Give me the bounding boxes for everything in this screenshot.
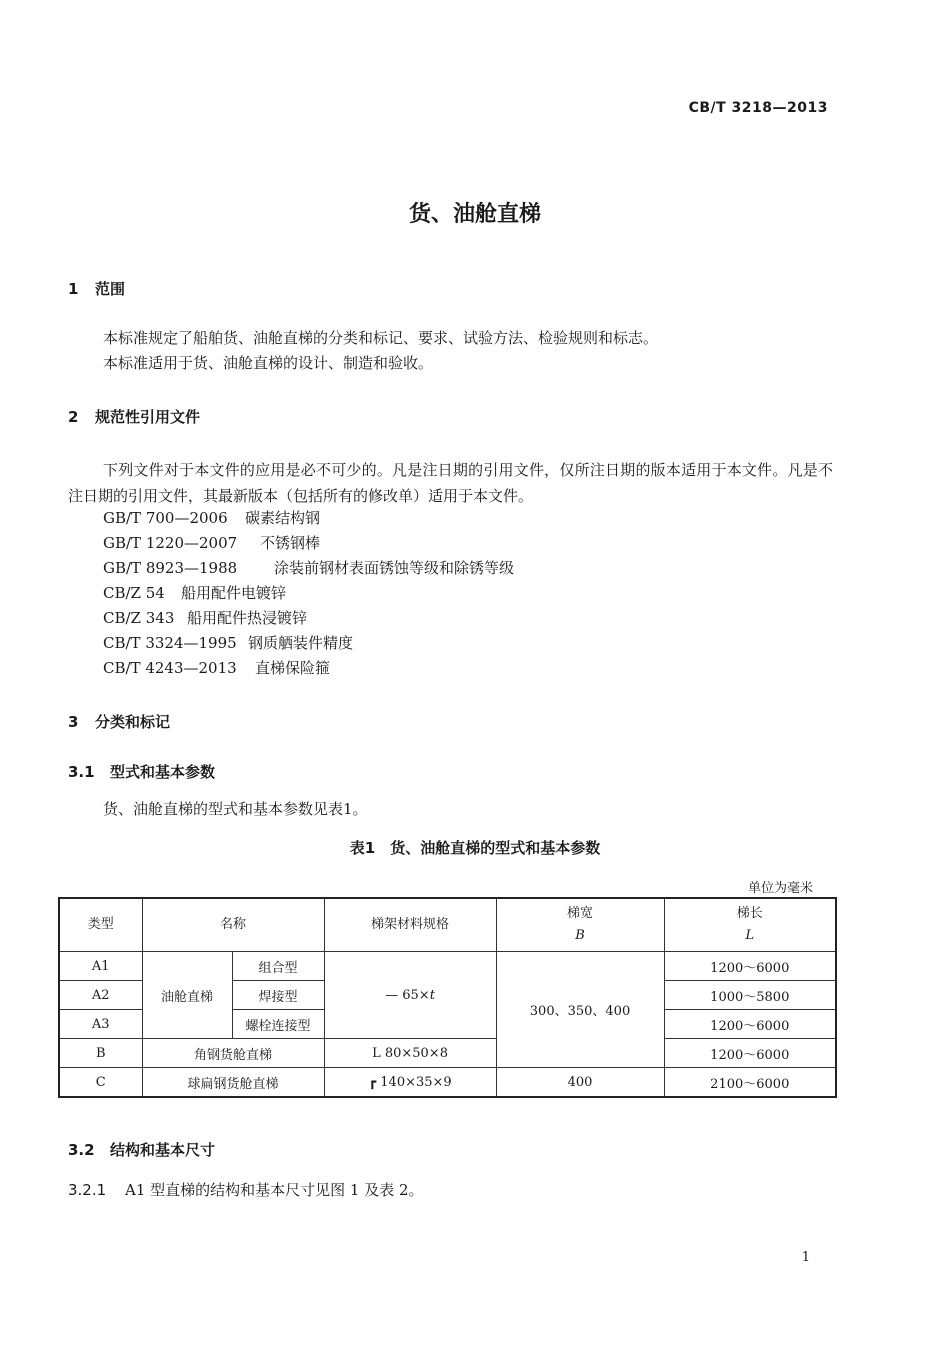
paragraph: 本标准适用于货、油舱直梯的设计、制造和验收。 xyxy=(103,354,434,372)
reference-code: CB/Z 54 xyxy=(103,584,165,602)
reference-item xyxy=(103,507,320,528)
cell-material: L 80×50×8 xyxy=(324,1039,496,1068)
header-length-symbol: L xyxy=(745,928,755,943)
reference-title: 涂装前钢材表面锈蚀等级和除锈等级 xyxy=(274,559,515,577)
cell-material: ┏ 140×35×9 xyxy=(324,1068,496,1098)
cell-material-flat-bar xyxy=(324,952,496,1039)
flat-bar-thickness: t xyxy=(429,987,435,1003)
cell-length: 1200～6000 xyxy=(664,1010,836,1039)
header-width-symbol: B xyxy=(575,928,585,943)
section-number: 3 xyxy=(68,713,79,731)
parameters-table xyxy=(58,897,837,1098)
reference-item xyxy=(103,607,307,628)
reference-item xyxy=(103,582,286,603)
section-2-heading xyxy=(68,406,200,427)
paragraph: 本标准规定了船舶货、油舱直梯的分类和标记、要求、试验方法、检验规则和标志。 xyxy=(103,329,659,347)
cell-subname: 焊接型 xyxy=(232,981,324,1010)
reference-item xyxy=(103,532,320,553)
table-row xyxy=(59,952,836,981)
table-row xyxy=(59,1039,836,1068)
header-width xyxy=(496,898,664,952)
cell-type: B xyxy=(59,1039,142,1068)
reference-item xyxy=(103,557,514,578)
table-row xyxy=(59,1068,836,1098)
cell-length: 1200～6000 xyxy=(664,1039,836,1068)
cell-length: 2100～6000 xyxy=(664,1068,836,1098)
section-title: 规范性引用文件 xyxy=(95,408,201,426)
reference-item xyxy=(103,657,330,678)
subsection-3-2-1 xyxy=(68,1178,424,1203)
section-1-heading xyxy=(68,278,125,299)
header-width-label: 梯宽 xyxy=(567,906,594,921)
cell-width-shared: 300、350、400 xyxy=(496,952,664,1068)
section-3-2-heading xyxy=(68,1139,215,1160)
section-title: 分类和标记 xyxy=(95,713,171,731)
document-code: CB/T 3218—2013 xyxy=(688,100,828,116)
page-number: 1 xyxy=(801,1250,810,1265)
reference-title: 不锈钢棒 xyxy=(260,534,321,552)
reference-code: CB/T 3324—1995 xyxy=(103,634,237,652)
cell-type: C xyxy=(59,1068,142,1098)
cell-length: 1000～5800 xyxy=(664,981,836,1010)
reference-code: CB/Z 343 xyxy=(103,609,175,627)
cell-type: A3 xyxy=(59,1010,142,1039)
header-length xyxy=(664,898,836,952)
cell-name-group: 油舱直梯 xyxy=(142,952,232,1039)
reference-item xyxy=(103,632,353,653)
paragraph: 下列文件对于本文件的应用是必不可少的。凡是注日期的引用文件，仅所注日期的版本适用于本文件。凡是不注日期的引用文件，其最新版本（包括所有的修改单）适用于本文件。 xyxy=(68,461,833,505)
section-title: 范围 xyxy=(95,280,126,298)
cell-name: 球扁钢货舱直梯 xyxy=(142,1068,324,1098)
reference-code: GB/T 700—2006 xyxy=(103,509,228,527)
table-title: 表1 货、油舱直梯的型式和基本参数 xyxy=(349,839,601,857)
cell-subname: 组合型 xyxy=(232,952,324,981)
section-title: 型式和基本参数 xyxy=(110,763,216,781)
paragraph: A1 型直梯的结构和基本尺寸见图 1 及表 2。 xyxy=(125,1181,424,1199)
reference-code: GB/T 1220—2007 xyxy=(103,534,238,552)
section-number: 3.2.1 xyxy=(68,1181,107,1199)
reference-title: 船用配件热浸镀锌 xyxy=(187,609,308,627)
section-3-1-heading xyxy=(68,761,215,782)
reference-title: 直梯保险箍 xyxy=(255,659,331,677)
header-name: 名称 xyxy=(142,898,324,952)
cell-width: 400 xyxy=(496,1068,664,1098)
table-header-row xyxy=(59,898,836,952)
page-title: 货、油舱直梯 xyxy=(408,202,541,227)
reference-title: 船用配件电镀锌 xyxy=(181,584,287,602)
section-number: 3.1 xyxy=(68,763,95,781)
section-number: 2 xyxy=(68,408,79,426)
header-type: 类型 xyxy=(59,898,142,952)
table-unit: 单位为毫米 xyxy=(747,881,813,896)
section-number: 1 xyxy=(68,280,79,298)
section-number: 3.2 xyxy=(68,1141,95,1159)
cell-type: A2 xyxy=(59,981,142,1010)
header-length-label: 梯长 xyxy=(736,906,763,921)
cell-name: 角钢货舱直梯 xyxy=(142,1039,324,1068)
cell-subname: 螺栓连接型 xyxy=(232,1010,324,1039)
section-3-heading xyxy=(68,711,170,732)
reference-title: 碳素结构钢 xyxy=(245,509,321,527)
reference-code: CB/T 4243—2013 xyxy=(103,659,237,677)
reference-title: 钢质舾装件精度 xyxy=(248,634,354,652)
reference-code: GB/T 8923—1988 xyxy=(103,559,238,577)
cell-length: 1200～6000 xyxy=(664,952,836,981)
flat-bar-spec: — 65× xyxy=(385,987,430,1003)
section-title: 结构和基本尺寸 xyxy=(110,1141,216,1159)
header-material: 梯架材料规格 xyxy=(324,898,496,952)
paragraph: 货、油舱直梯的型式和基本参数见表1。 xyxy=(103,800,368,818)
cell-type: A1 xyxy=(59,952,142,981)
